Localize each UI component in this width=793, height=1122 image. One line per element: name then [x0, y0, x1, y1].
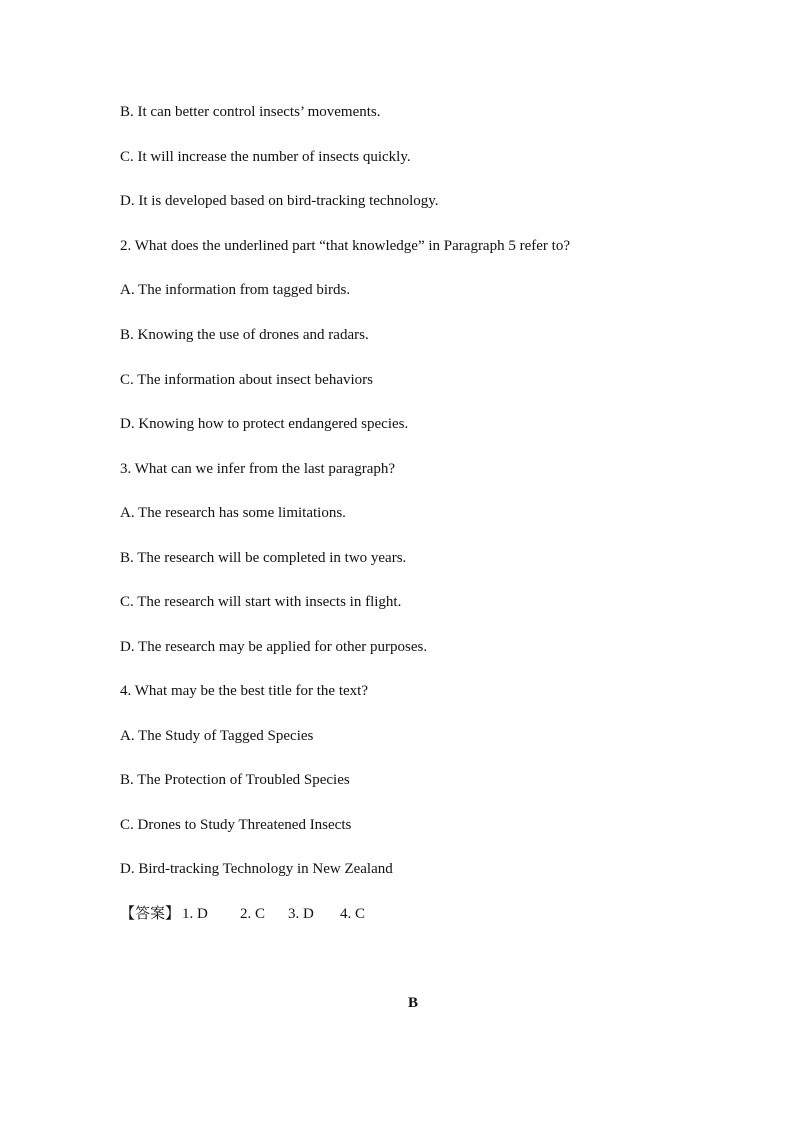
q2-option-c: C. The information about insect behaviors: [120, 372, 374, 388]
answer-label: 【答案】: [120, 906, 181, 922]
q2-option-d: D. Knowing how to protect endangered species.: [120, 416, 409, 432]
q4-option-c: C. Drones to Study Threatened Insects: [120, 817, 352, 833]
answer-2: 2. C: [240, 906, 266, 922]
q4-option-a: A. The Study of Tagged Species: [120, 728, 314, 744]
section-heading: B: [407, 995, 418, 1011]
answer-1: 1. D: [182, 906, 208, 922]
q1-option-c: C. It will increase the number of insects quickly.: [120, 149, 411, 165]
q2-option-a: A. The information from tagged birds.: [120, 282, 351, 298]
q3-option-c: C. The research will start with insects in flight.: [120, 594, 402, 610]
q4-stem: 4. What may be the best title for the text?: [120, 683, 368, 699]
q1-option-b: B. It can better control insects’ movements.: [120, 104, 381, 120]
q2-stem: 2. What does the underlined part “that knowledge” in Paragraph 5 refer to?: [120, 238, 570, 254]
answer-3: 3. D: [288, 906, 314, 922]
answer-4: 4. C: [340, 906, 366, 922]
q4-option-d: D. Bird-tracking Technology in New Zealand: [120, 861, 393, 877]
q4-option-b: B. The Protection of Troubled Species: [120, 772, 350, 788]
q1-option-d: D. It is developed based on bird-tracking technology.: [120, 193, 439, 209]
answer-key: [120, 905, 365, 923]
q2-option-b: B. Knowing the use of drones and radars.: [120, 327, 369, 343]
q3-stem: 3. What can we infer from the last paragraph?: [120, 461, 396, 477]
q3-option-b: B. The research will be completed in two years.: [120, 550, 407, 566]
q3-option-d: D. The research may be applied for other purposes.: [120, 639, 428, 655]
q3-option-a: A. The research has some limitations.: [120, 505, 346, 521]
